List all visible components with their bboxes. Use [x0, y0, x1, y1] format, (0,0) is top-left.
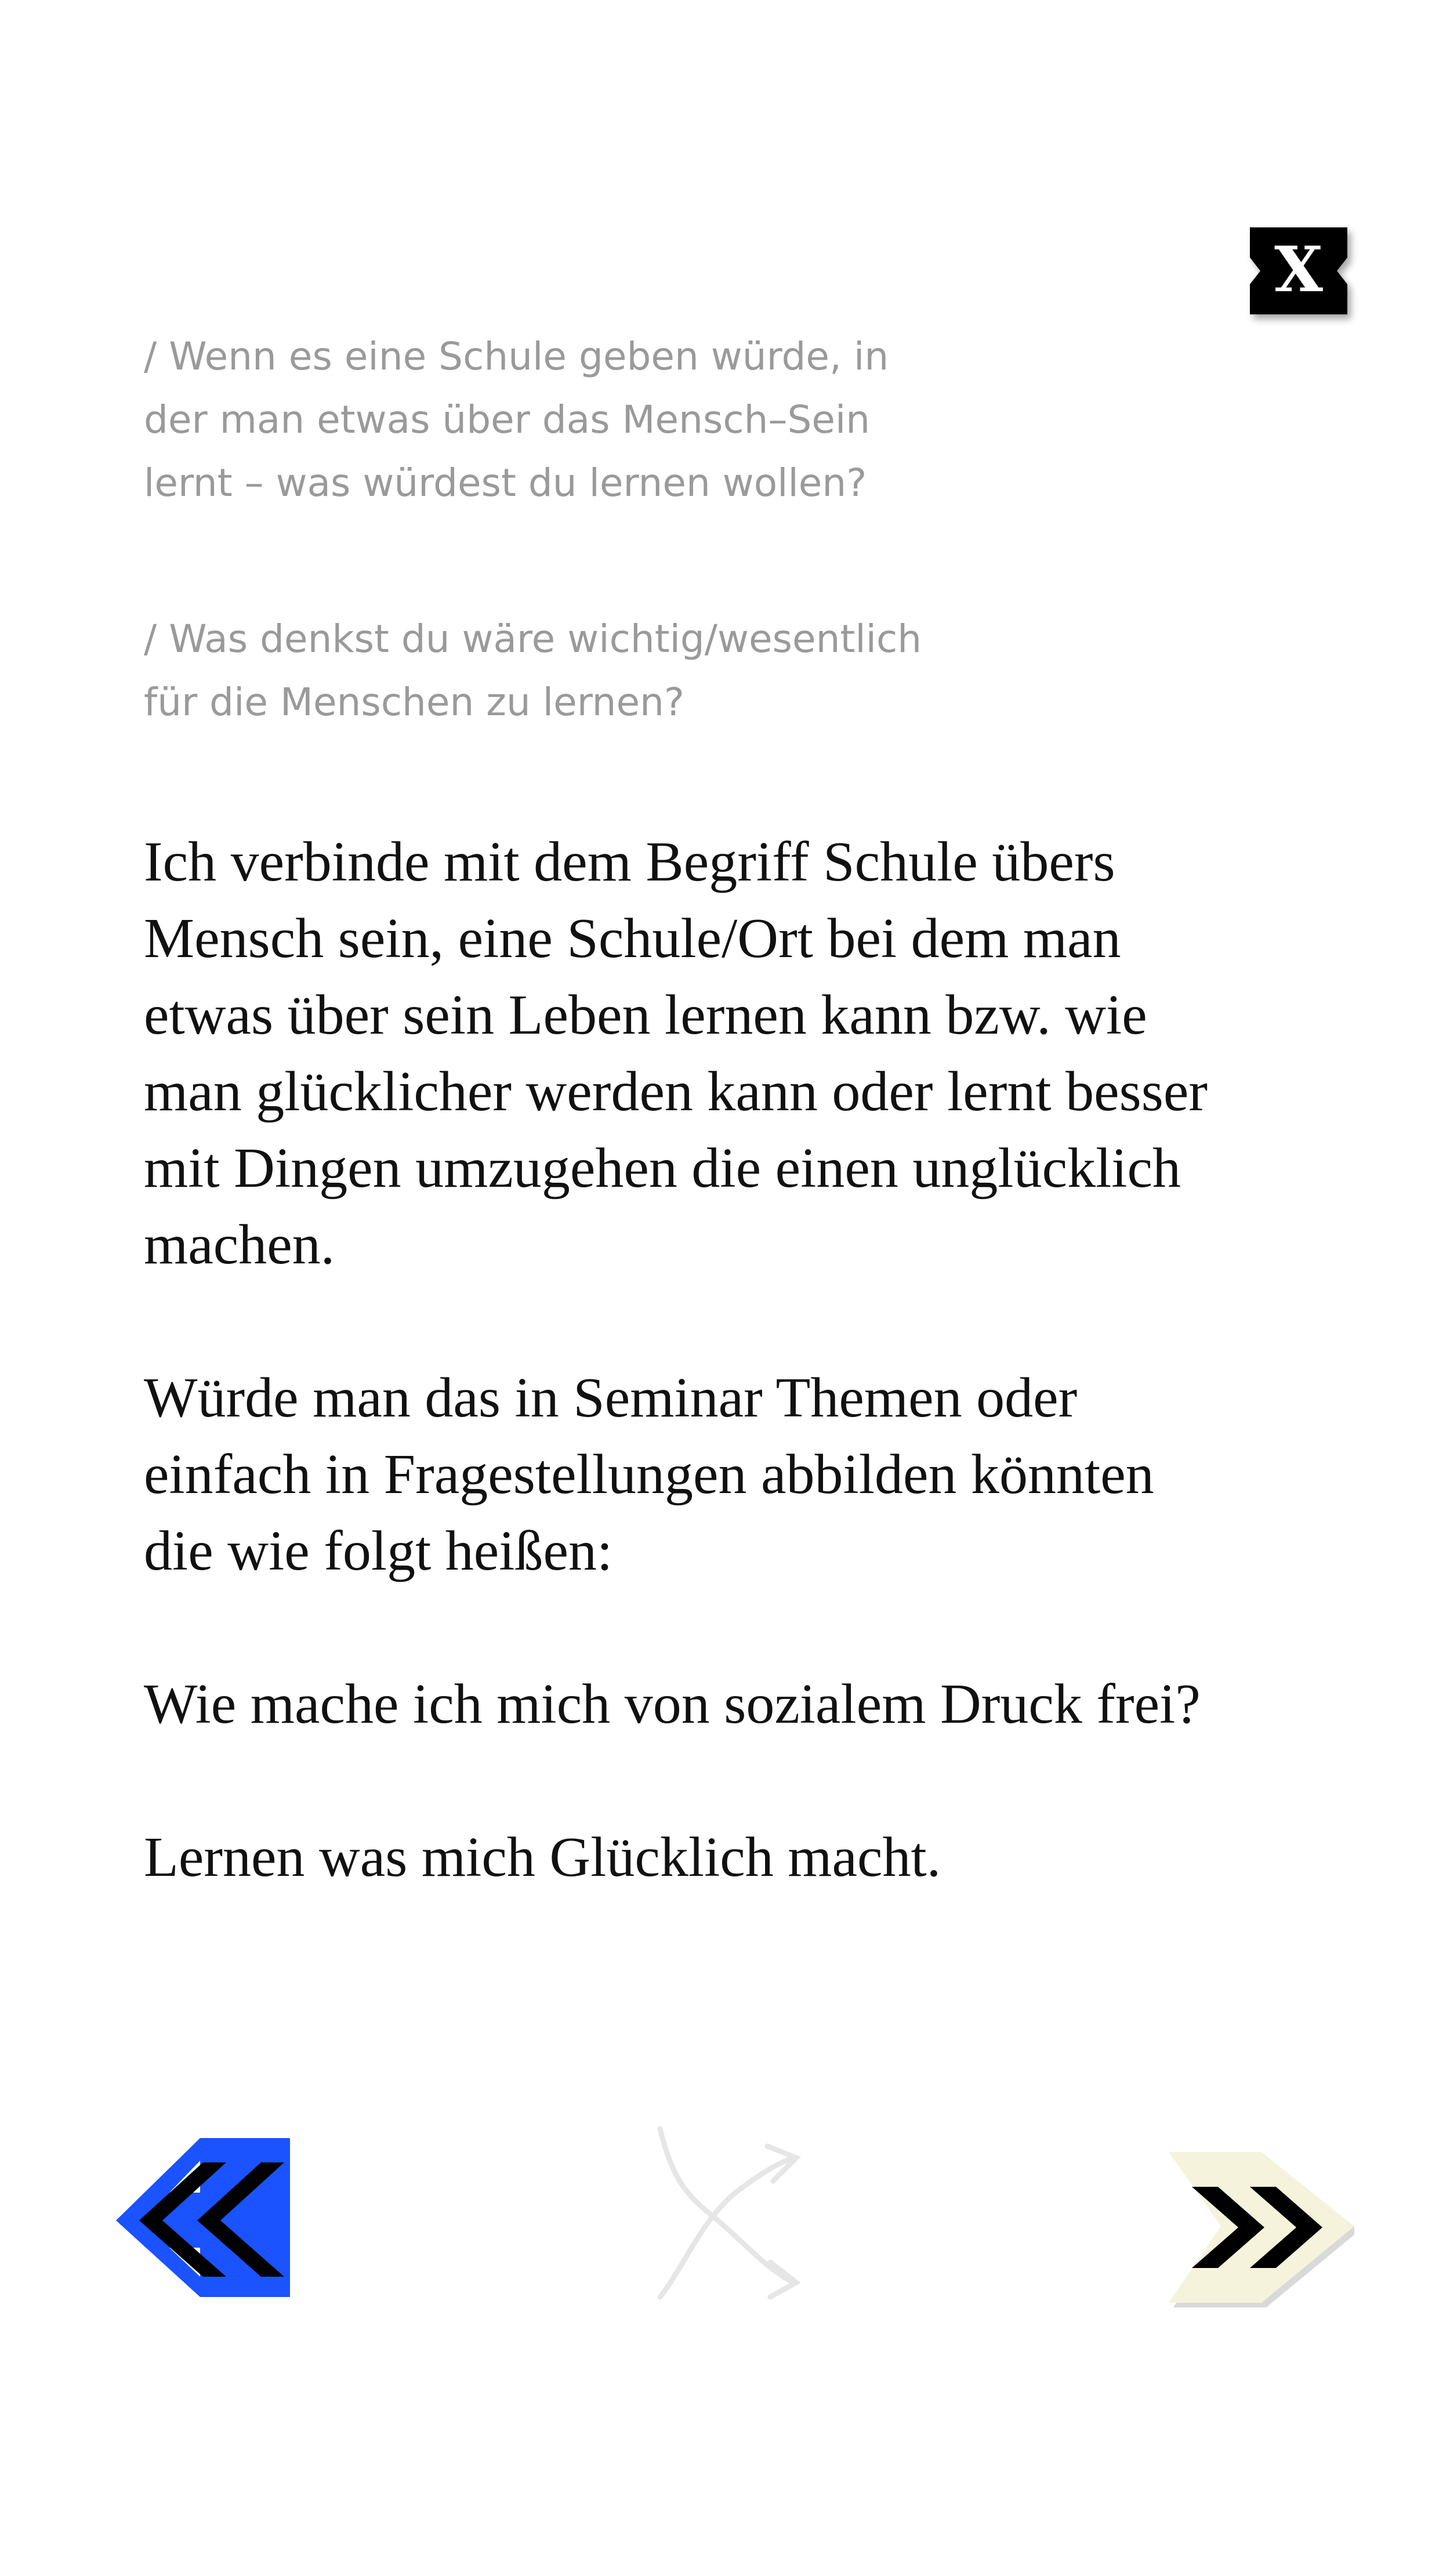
- previous-button[interactable]: [116, 2135, 290, 2303]
- answer-paragraph: Würde man das in Seminar Themen oder einfach in Fragestellungen abbilden könnten die wie folgt heißen:: [144, 1367, 1154, 1582]
- double-chevron-right-icon: [1163, 2140, 1354, 2309]
- next-button[interactable]: [1163, 2140, 1354, 2309]
- close-button[interactable]: [1250, 227, 1347, 314]
- answer-paragraph: Lernen was mich Glücklich macht.: [144, 1826, 941, 1889]
- question-2: / Was denkst du wäre wichtig/wesentlich für die Menschen zu lernen?: [144, 617, 922, 724]
- questions: [144, 325, 1130, 734]
- close-icon: [1250, 227, 1347, 314]
- answer-paragraph: Wie mache ich mich von sozialem Druck frei?: [144, 1673, 1201, 1736]
- answer-paragraph: Ich verbinde mit dem Begriff Schule übers Mensch sein, eine Schule/Ort bei dem man etwas über sein Leben lernen kann bzw. wie man glücklicher werden kann oder lernt besser mit Dingen umzugehen die einen unglücklich machen.: [144, 831, 1208, 1276]
- shuffle-icon: [648, 2123, 811, 2309]
- answer-text: [144, 824, 1304, 1972]
- double-chevron-left-icon: [116, 2135, 290, 2303]
- close-label: X: [1274, 233, 1323, 306]
- question-1: / Wenn es eine Schule geben würde, in der man etwas über das Mensch–Sein lernt – was würdest du lernen wollen?: [144, 334, 889, 505]
- shuffle-button[interactable]: [648, 2123, 811, 2309]
